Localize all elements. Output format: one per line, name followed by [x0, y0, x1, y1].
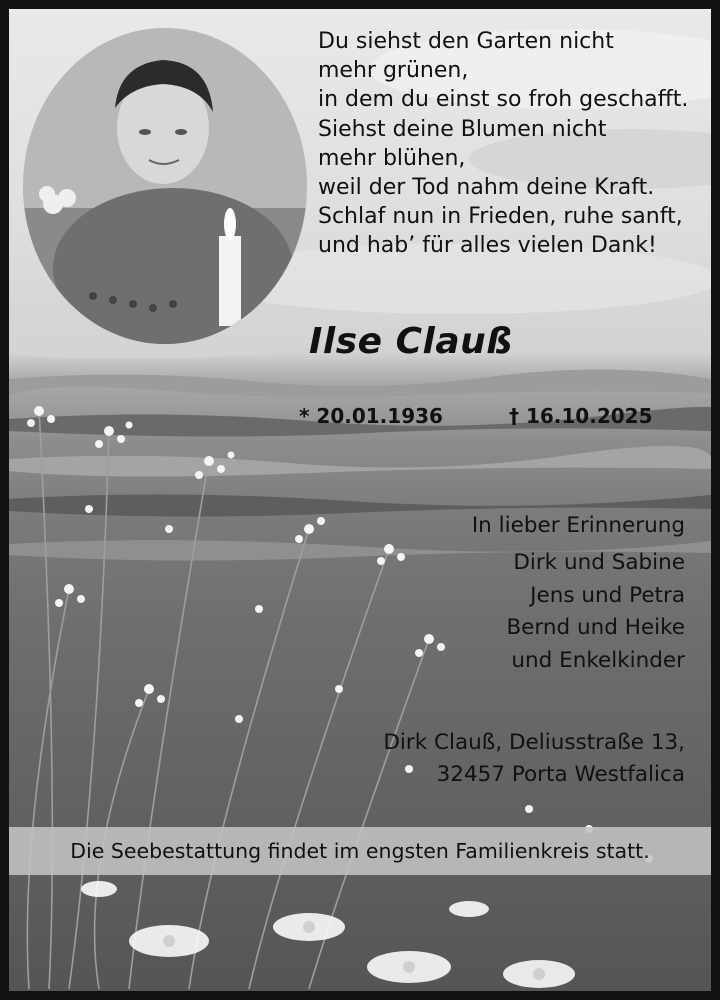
poem-line: mehr blühen,: [318, 145, 466, 171]
deceased-name: Ilse Clauß: [309, 321, 513, 362]
mourner-line: und Enkelkinder: [511, 647, 685, 673]
poem-line: Schlaf nun in Frieden, ruhe sanft,: [318, 204, 683, 230]
burial-notice: Die Seebestattung findet im engsten Familienkreis statt.: [70, 839, 650, 863]
poem-text: [318, 27, 710, 261]
mourners-block: [472, 509, 685, 677]
remembrance-intro: In lieber Erinnerung: [471, 513, 685, 538]
mourner-line: Bernd und Heike: [506, 615, 685, 640]
contact-address: [383, 727, 685, 791]
wildflowers-decoration: [9, 389, 711, 991]
mourner-line: Jens und Petra: [530, 582, 685, 608]
obituary-card: [9, 9, 711, 991]
poem-line: weil der Tod nahm deine Kraft.: [318, 175, 655, 201]
address-line: Dirk Clauß, Deliusstraße 13,: [383, 730, 685, 755]
poem-line: und hab’ für alles vielen Dank!: [318, 233, 657, 259]
birth-date: * 20.01.1936: [299, 404, 443, 428]
address-line: 32457 Porta Westfalica: [436, 762, 685, 787]
poem-line: in dem du einst so froh geschafft.: [318, 87, 689, 113]
mourner-line: Dirk und Sabine: [513, 550, 685, 575]
portrait-photo: [23, 28, 307, 344]
poem-line: Du siehst den Garten nicht: [318, 29, 614, 54]
poem-line: mehr grünen,: [318, 58, 469, 84]
death-date: † 16.10.2025: [509, 404, 653, 428]
poem-line: Siehst deine Blumen nicht: [318, 116, 607, 142]
